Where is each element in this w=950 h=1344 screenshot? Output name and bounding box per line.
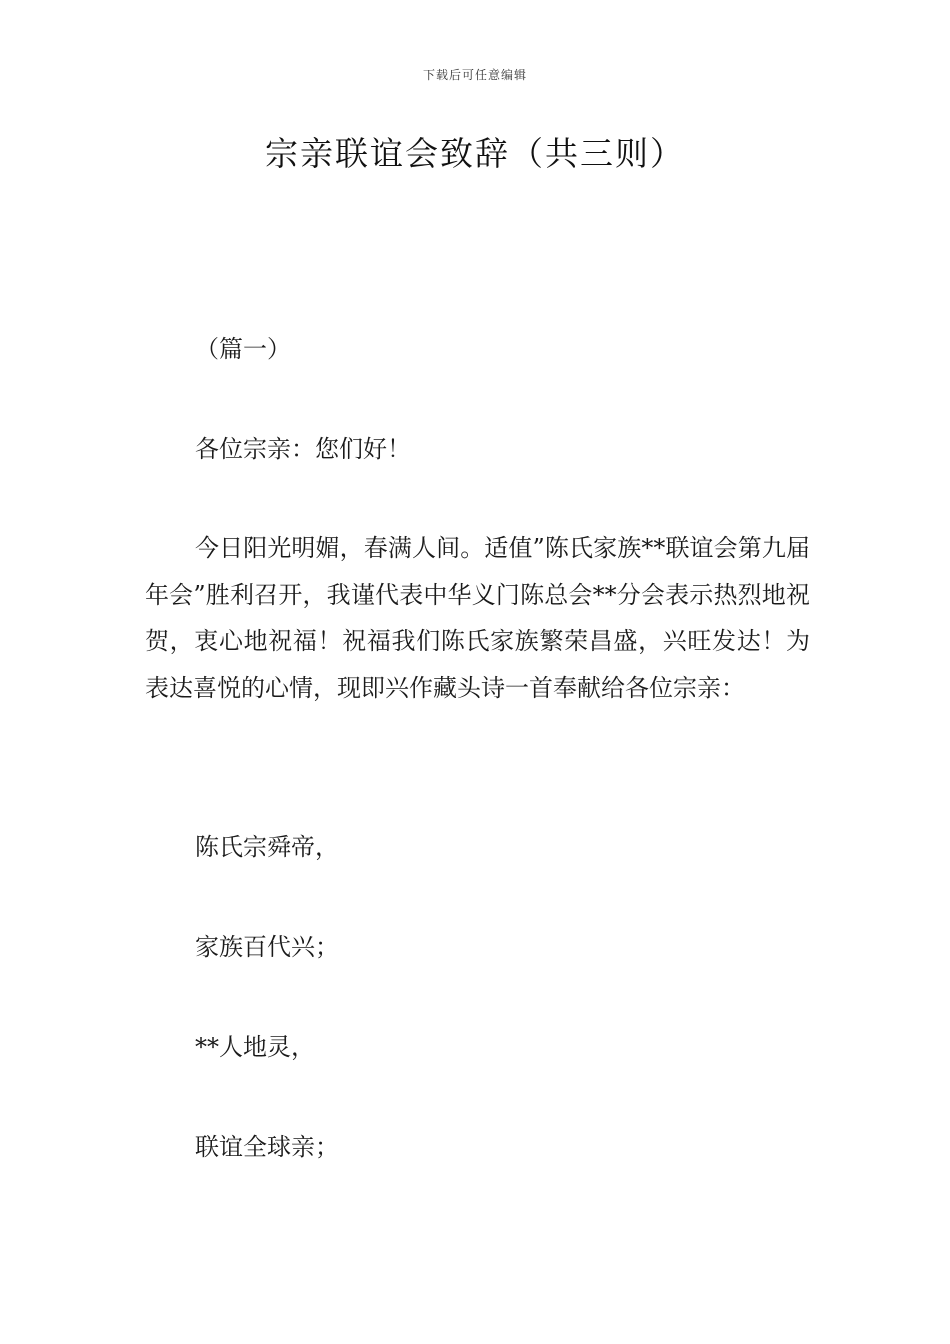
section-label: （篇一）	[195, 335, 291, 363]
poem-line: **人地灵，	[195, 1033, 315, 1061]
poem-line: 陈氏宗舜帝，	[195, 833, 339, 861]
poem-line: 联谊全球亲；	[195, 1133, 339, 1161]
poem-line: 家族百代兴；	[195, 933, 339, 961]
document-title: 宗亲联谊会致辞（共三则）	[265, 134, 685, 173]
body-paragraph: 今日阳光明媚，春满人间。适值”陈氏家族**联谊会第九届年会”胜利召开，我谨代表中华义门陈总会**分会表示热烈地祝贺，衷心地祝福！祝福我们陈氏家族繁荣昌盛，兴旺发达！为表达喜悦的心情，现即兴作藏头诗一首奉献给各位宗亲：	[145, 534, 810, 702]
header-note: 下载后可任意编辑	[422, 68, 527, 82]
greeting-line: 各位宗亲：您们好！	[195, 435, 411, 463]
